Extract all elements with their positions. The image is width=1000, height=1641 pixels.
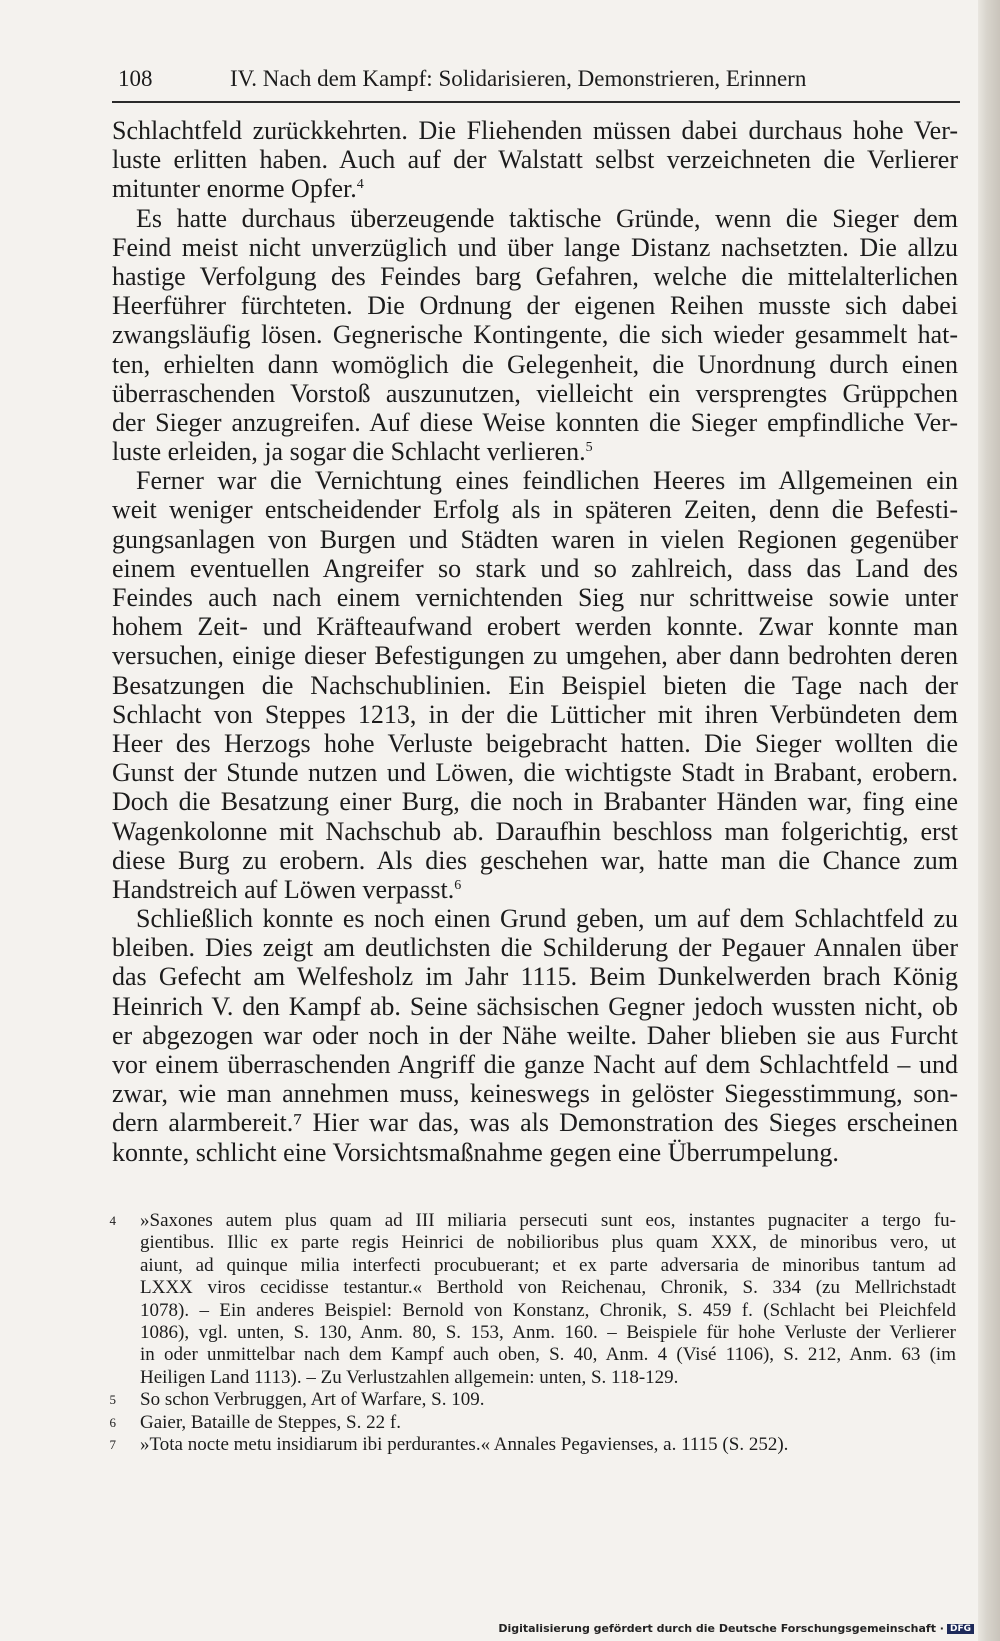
footnote-line: LXXX viros cecidisse testantur.« Berthold von Reichenau, Chronik, S. 334 (zu Mellrichstadt: [140, 1277, 956, 1299]
paragraph: [112, 466, 958, 904]
text-line: vor einem überraschenden Angriff die ganze Nacht auf dem Schlachtfeld – und: [112, 1050, 958, 1079]
text-line: Es hatte durchaus überzeugende taktische Gründe, wenn die Sieger dem: [136, 203, 958, 233]
text-line: Doch die Besatzung einer Burg, die noch in Brabanter Händen war, fing eine: [112, 787, 958, 817]
text-line: mitunter enorme Opfer.$^4$: [112, 174, 364, 204]
page-number: 108: [118, 66, 153, 91]
text-line: hohem Zeit- und Kräfteaufwand erobert werden konnte. Zwar konnte man: [112, 612, 958, 642]
text-line: Heinrich V. den Kampf ab. Seine sächsischen Gegner jedoch wussten nicht, ob: [112, 991, 958, 1021]
footnote-number: 4: [109, 1213, 116, 1228]
footnote-line: »Tota nocte metu insidiarum ibi perdurantes.« Annales Pegavienses, a. 1115 (S. 252).: [140, 1433, 789, 1455]
header-rule: [112, 101, 960, 103]
footnote-line: gientibus. Illic ex parte regis Heinrici de nobilioribus plus quam XXX, de minoribus vero, ut: [140, 1232, 956, 1254]
text-line: Schlacht von Steppes 1213, in der die Lütticher mit ihren Verbündeten dem: [112, 699, 958, 729]
text-line: ten, erhielten dann womöglich die Gelegenheit, die Unordnung durch einen: [112, 349, 958, 379]
footnote-line: 1078). – Ein anderes Beispiel: Bernold von Konstanz, Chronik, S. 459 f. (Schlacht bei Pleichfeld: [140, 1299, 956, 1321]
dfg-logo: DFG: [947, 1624, 974, 1634]
footnote-ref[interactable]: 6: [454, 877, 462, 893]
text-line: Wagenkolonne mit Nachschub ab. Daraufhin beschloss man folgerichtig, erst: [112, 816, 958, 846]
text-line: Feindes auch nach einem vernichtenden Sieg nur schrittweise sowie unter: [112, 583, 958, 612]
footnote-number: 5: [109, 1392, 116, 1408]
text-line: diese Burg zu erobern. Als dies geschehen war, hatte man die Chance zum: [112, 845, 958, 875]
text-line: hastige Verfolgung des Feindes barg Gefahren, welche die mittelalterlichen: [112, 261, 958, 291]
body-text: [112, 116, 958, 1167]
footnote-line: in oder unmittelbar nach dem Kampf auch oben, S. 40, Anm. 4 (Visé 1106), S. 212, Anm. 63 (im: [140, 1344, 956, 1366]
footnote-line: Gaier, Bataille de Steppes, S. 22 f.: [140, 1411, 401, 1433]
text-line: Ferner war die Vernichtung eines feindlichen Heeres im Allgemeinen ein: [136, 466, 958, 496]
text-line: Handstreich auf Löwen verpasst.$^6$: [112, 874, 462, 904]
text-line: dern alarmbereit.⁷ Hier war das, was als Demonstration des Sieges erscheinen: [112, 1108, 958, 1138]
text-line: Gunst der Stunde nutzen und Löwen, die wichtigste Stadt in Brabant, erobern.: [112, 758, 958, 788]
text-line: Heerführer fürchteten. Die Ordnung der eigenen Reihen musste sich dabei: [112, 291, 958, 321]
text-line: er abgezogen war oder noch in der Nähe weilte. Daher blieben sie aus Furcht: [112, 1020, 958, 1050]
paragraph: [112, 204, 958, 467]
text-line: weit weniger entscheidender Erfolg als in späteren Zeiten, denn die Befesti-: [112, 495, 958, 525]
footnote-line: aiunt, ad quinque milia interfecti procubuerant; et ex parte adversaria de minoribus tantum ad: [140, 1254, 956, 1276]
paragraph: [112, 904, 958, 1167]
page-edge: [978, 0, 1000, 1641]
text-line: versuchen, einige dieser Befestigungen zu umgehen, aber dann bedrohten deren: [112, 641, 958, 671]
text-line: zwar, wie man annehmen muss, keineswegs in gelöster Siegesstimmung, son-: [112, 1079, 958, 1109]
text-line: das Gefecht am Welfesholz im Jahr 1115. Beim Dunkelwerden brach König: [112, 962, 958, 992]
footnote: [104, 1434, 956, 1456]
footnote-ref[interactable]: 5: [585, 440, 593, 456]
text-line: bleiben. Dies zeigt am deutlichsten die Schilderung der Pegauer Annalen über: [112, 933, 958, 963]
footer-text: Digitalisierung gefördert durch die Deutsche Forschungsgemeinschaft ·: [498, 1622, 944, 1635]
text-line: Schlachtfeld zurückkehrten. Die Fliehenden müssen dabei durchaus hohe Ver-: [112, 116, 958, 145]
text-line: der Sieger anzugreifen. Auf diese Weise konnten die Sieger empfindliche Ver-: [112, 407, 958, 437]
text-line: Heer des Herzogs hohe Verluste beigebracht hatten. Die Sieger wollten die: [112, 728, 958, 758]
funding-footer: [498, 1622, 974, 1635]
text-line: zwangsläufig lösen. Gegnerische Kontingente, die sich wieder gesammelt hat-: [112, 320, 958, 350]
text-line: einem eventuellen Angreifer so stark und so zahlreich, dass das Land des: [112, 553, 958, 583]
footnote-number: 6: [109, 1414, 116, 1430]
running-header: [118, 62, 958, 96]
footnote-line: Heiligen Land 1113). – Zu Verlustzahlen allgemein: unten, S. 118-129.: [140, 1366, 679, 1388]
footnote-line: 1086), vgl. unten, S. 130, Anm. 80, S. 153, Anm. 160. – Beispiele für hohe Verluste der Verlierer: [140, 1321, 956, 1343]
text-line: luste erleiden, ja sogar die Schlacht verlieren.$^5$: [112, 437, 593, 467]
footnote-line: So schon Verbruggen, Art of Warfare, S. 109.: [140, 1389, 485, 1411]
text-line: konnte, schlicht eine Vorsichtsmaßnahme gegen eine Überrumpelung.: [112, 1137, 839, 1167]
chapter-title: IV. Nach dem Kampf: Solidarisieren, Demonstrieren, Erinnern: [230, 66, 807, 91]
footnote: [104, 1210, 956, 1389]
text-line: Feind meist nicht unverzüglich und über lange Distanz nachsetzten. Die allzu: [112, 232, 958, 262]
text-line: überraschenden Vorstoß auszunutzen, vielleicht ein versprengtes Grüppchen: [112, 378, 958, 408]
text-line: Schließlich konnte es noch einen Grund geben, um auf dem Schlachtfeld zu: [136, 904, 958, 934]
text-line: Besatzungen die Nachschublinien. Ein Beispiel bieten die Tage nach der: [112, 670, 958, 700]
text-line: gungsanlagen von Burgen und Städten waren in vielen Regionen gegenüber: [112, 524, 958, 554]
footnote-ref[interactable]: 4: [356, 177, 364, 193]
paragraph: [112, 116, 958, 204]
text-line: luste erlitten haben. Auch auf der Walstatt selbst verzeichneten die Verlierer: [112, 145, 958, 175]
footnote-line: »Saxones autem plus quam ad III miliaria persecuti sunt eos, instantes pugnaciter a tergo fu-: [140, 1210, 956, 1231]
footnote: [104, 1389, 956, 1411]
footnotes: [104, 1210, 956, 1456]
footnote: [104, 1412, 956, 1434]
footnote-number: 7: [109, 1436, 116, 1452]
